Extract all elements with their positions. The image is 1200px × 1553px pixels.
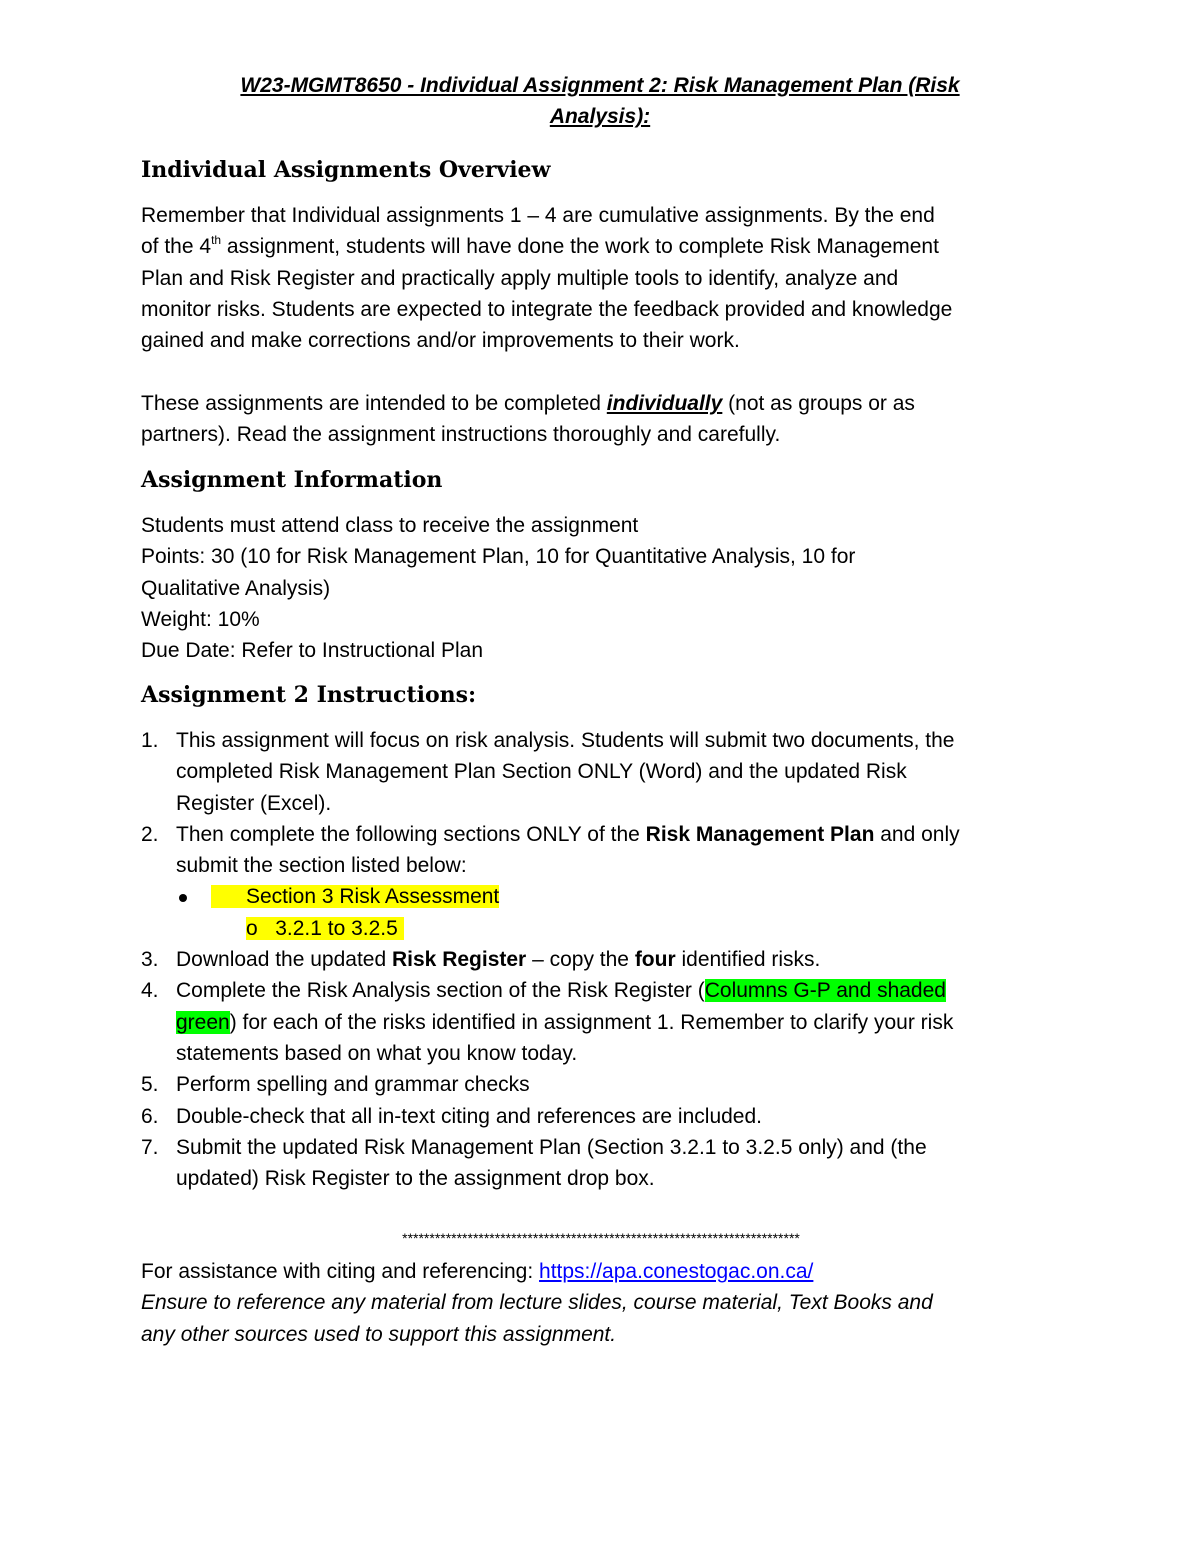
item2-text-c: and only [874,822,960,846]
item7-line-1: Submit the updated Risk Management Plan (Section 3.2.1 to 3.2.5 only) and (the [176,1135,927,1159]
overview-p1-line-2 [141,231,1071,262]
apa-link[interactable]: https://apa.conestogac.on.ca/ [539,1260,814,1283]
item3-line [176,944,1081,975]
overview-paragraph-2 [141,388,1071,451]
list-item [141,1069,1081,1100]
document-title [140,70,1060,132]
info-line-2: Points: 30 (10 for Risk Management Plan, 10 for Quantitative Analysis, 10 for [141,545,856,569]
item3-text-e: identified risks. [675,948,821,972]
item-number: 5. [141,1073,159,1097]
info-line-1: Students must attend class to receive the assignment [141,514,639,537]
item3-bold-four: four [634,948,676,972]
info-line-4: Weight: 10% [141,607,260,631]
item1-line-3: Register (Excel). [176,791,332,815]
list-item [141,819,1081,944]
assist-line [141,1256,1071,1287]
item4-line-1 [176,975,1081,1006]
item-number: 4. [141,979,159,1003]
individually-emphasis: individually [606,392,723,415]
bullet-label: Section 3 Risk Assessment [246,885,500,909]
overview-p1-line-1: Remember that Individual assignments 1 – 4 are cumulative assignments. By the end [141,204,935,227]
item4-line-2 [176,1007,1081,1038]
item2-line-2: submit the section listed below: [176,854,467,878]
item6-line: Double-check that all in-text citing and references are included. [176,1104,762,1128]
item1-line-2: completed Risk Management Plan Section ONLY (Word) and the updated Risk [176,760,907,784]
item4-text-a: Complete the Risk Analysis section of the Risk Register ( [176,979,705,1003]
item-number: 6. [141,1104,159,1128]
item4-highlight-2: green [176,1010,230,1034]
item2-line-1 [176,819,1081,850]
separator-stars: ************************************************************************* [402,1230,800,1246]
bullet-icon [179,894,187,902]
item1-line-1: This assignment will focus on risk analysis. Students will submit two documents, the [176,729,955,752]
item-number: 2. [141,822,159,846]
item3-text-c: – copy the [526,948,635,972]
bullet-text [211,885,499,908]
info-block [141,510,1071,666]
item5-line: Perform spelling and grammar checks [176,1073,530,1097]
overview-heading: Individual Assignments Overview [141,157,551,183]
info-line-5: Due Date: Refer to Instructional Plan [141,639,484,663]
note-line-2: any other sources used to support this assignment. [141,1322,617,1346]
list-item [141,975,1081,1069]
info-line-3: Qualitative Analysis) [141,576,331,600]
item4-line-3: statements based on what you know today. [176,1041,578,1065]
sub-bullet-highlight [246,917,404,940]
note-line-1: Ensure to reference any material from lecture slides, course material, Text Books and [141,1291,933,1315]
item-number: 3. [141,948,159,972]
item4-text-b: ) for each of the risks identified in assignment 1. Remember to clarify your risk [229,1010,954,1034]
instructions-list [141,725,1081,1194]
sub-bullet-item [176,913,1081,944]
list-item [141,725,1081,819]
overview-p2-line-1 [141,388,1071,419]
list-item [141,1132,1081,1195]
item7-line-2: updated) Risk Register to the assignment drop box. [176,1167,655,1191]
overview-p1-line-3: Plan and Risk Register and practically apply multiple tools to identify, analyze and [141,266,899,290]
footer-block [141,1256,1071,1350]
overview-p1-line-4: monitor risks. Students are expected to integrate the feedback provided and knowledge [141,297,953,321]
overview-p1-line-2-start: of the 4 [141,235,212,259]
title-line-2: Analysis): [549,105,651,128]
title-line-1: W23-MGMT8650 - Individual Assignment 2: Risk Management Plan (Risk [240,74,960,97]
item2-text-a: Then complete the following sections ONLY of the [176,822,646,846]
info-heading: Assignment Information [141,467,443,493]
item3-bold-rr: Risk Register [392,948,527,972]
overview-p1-line-2-end: assignment, students will have done the work to complete Risk Management [221,235,939,259]
assist-text: For assistance with citing and referencing: [141,1260,540,1283]
overview-paragraph-1 [141,200,1071,356]
instructions-heading: Assignment 2 Instructions: [141,682,477,708]
sub-bullet-marker: o [246,916,258,940]
sub-bullet-label: 3.2.1 to 3.2.5 [275,916,398,940]
item3-text-a: Download the updated [176,948,392,972]
list-item [141,944,1081,975]
superscript-th: th [211,233,222,248]
overview-p2-line-2: partners). Read the assignment instructions thoroughly and carefully. [141,423,781,447]
overview-p2-start: These assignments are intended to be completed [141,392,607,415]
item-number: 7. [141,1135,159,1159]
item4-highlight-1: Columns G-P and shaded [704,979,946,1003]
bullet-item [141,881,1081,912]
overview-p2-end: (not as groups or as [722,392,915,415]
item-number: 1. [141,729,159,752]
list-item [141,1101,1081,1132]
item2-bold-rmp: Risk Management Plan [645,822,875,846]
overview-p1-line-5: gained and make corrections and/or improvements to their work. [141,329,740,353]
